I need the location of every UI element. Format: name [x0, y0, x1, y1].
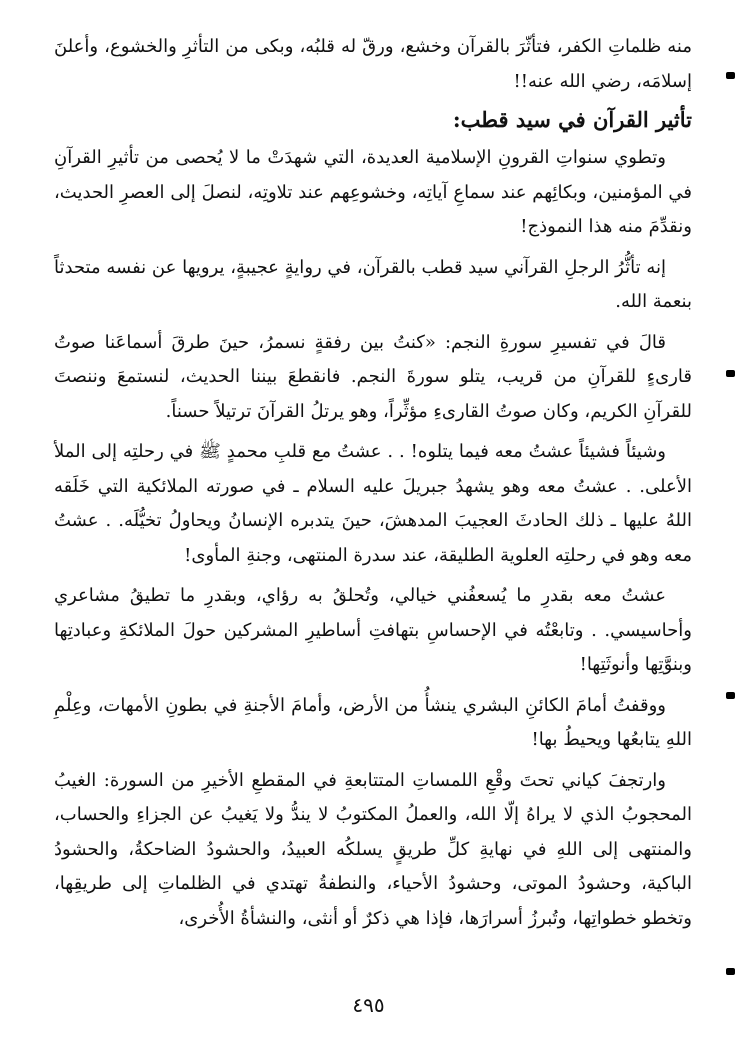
paragraph-3: إنه تأثُّرُ الرجلِ القرآني سيد قطب بالقرآن، في روايةٍ عجيبةٍ، يرويها عن نفسه متحدثاً بنعمة الله.	[54, 256, 692, 312]
scan-mark	[726, 370, 735, 377]
paragraph-6: عشتُ معه بقدرِ ما يُسعفُني خيالي، وتُحلقُ به رؤاي، وبقدرِ ما تطيقُ مشاعري وأحاسيسي. . وتابعْتُه في الإحساسِ بتهافتِ أساطيرِ المشركين حولَ الملائكةِ وعبادتِها وبنوَّتِها وأنوثَتِها!	[54, 585, 692, 675]
page-body	[54, 30, 692, 936]
paragraph-7: ووقفتُ أمامَ الكائنِ البشري ينشأُ من الأرض، وأمامَ الأجنةِ في بطونِ الأمهات، وعِلْمِ اللهِ يتابعُها ويحيطُ بها!	[54, 694, 692, 750]
section-heading: تأثير القرآن في سيد قطب:	[452, 107, 692, 132]
paragraph-1: منه ظلماتِ الكفر، فتأثّرَ بالقرآن وخشع، ورقّ له قلبُه، وبكى من التأثرِ والخشوع، وأعلنَ إسلامَه، رضي الله عنه!!	[54, 36, 692, 92]
scan-mark	[726, 968, 735, 975]
scan-mark	[726, 692, 735, 699]
paragraph-8: وارتجفَ كياني تحتَ وقْعِ اللمساتِ المتتابعةِ في المقطعِ الأخيرِ من السورة: الغيبُ المحجوبُ الذي لا يراهُ إلّا الله، والعملُ المكتوبُ لا يندُّ ولا يَغيبُ عن الجزاءِ والحساب، والمنتهى إلى اللهِ في نهايةِ كلِّ طريقٍ يسلكُه العبيدُ، والحشودُ الضاحكةُ، والحشودُ الباكية، وحشودُ الموتى، وحشودُ الأحياء، والنطفةُ تهتدي في الظلماتِ إلى طريقِها، وتخطو خطواتِها، وتُبرزُ أسرارَها، فإذا هي ذكرٌ أو أنثى، والنشأةُ الأُخرى،	[54, 769, 692, 929]
paragraph-2: وتطوي سنواتِ القرونِ الإسلامية العديدة، التي شهدَتْ ما لا يُحصى من تأثيرِ القرآنِ في المؤمنين، وبكائِهم عند سماعِ آياتِه، وخشوعِهم عند تلاوتِه، لنصلَ إلى العصرِ الحديث، ونقدِّمَ منه هذا النموذج!	[54, 147, 692, 237]
page-number: ٤٩٥	[352, 993, 385, 1017]
scan-mark	[726, 72, 735, 79]
paragraph-5: وشيئاً فشيئاً عشتُ معه فيما يتلوه! . . عشتُ مع قلبِ محمدٍ ﷺ في رحلتِه إلى الملأ الأعلى. . عشتُ معه وهو يشهدُ جبريلَ عليه السلام ـ في صورته الملائكية التي خَلَقه اللهُ عليها ـ ذلك الحادثَ العجيبَ المدهشَ، حينَ يتدبره الإنسانُ ويحاولُ تخيُّلَه. . عشتُ معه وهو في رحلتِه العلوية الطليقة، عند سدرة المنتهى، وجنةِ المأوى!	[54, 441, 692, 566]
paragraph-4: قالَ في تفسيرِ سورةِ النجم: «كنتُ بين رفقةٍ نسمرُ، حينَ طرقَ أسماعَنا صوتُ قارىءٍ للقرآنِ من قريب، يتلو سورةَ النجم. فانقطعَ بيننا الحديث، لنستمعَ وننصتَ للقرآنِ الكريم، وكان صوتُ القارىءِ مؤثِّراً، وهو يرتلُ القرآنَ ترتيلاً حسناً.	[54, 331, 692, 422]
